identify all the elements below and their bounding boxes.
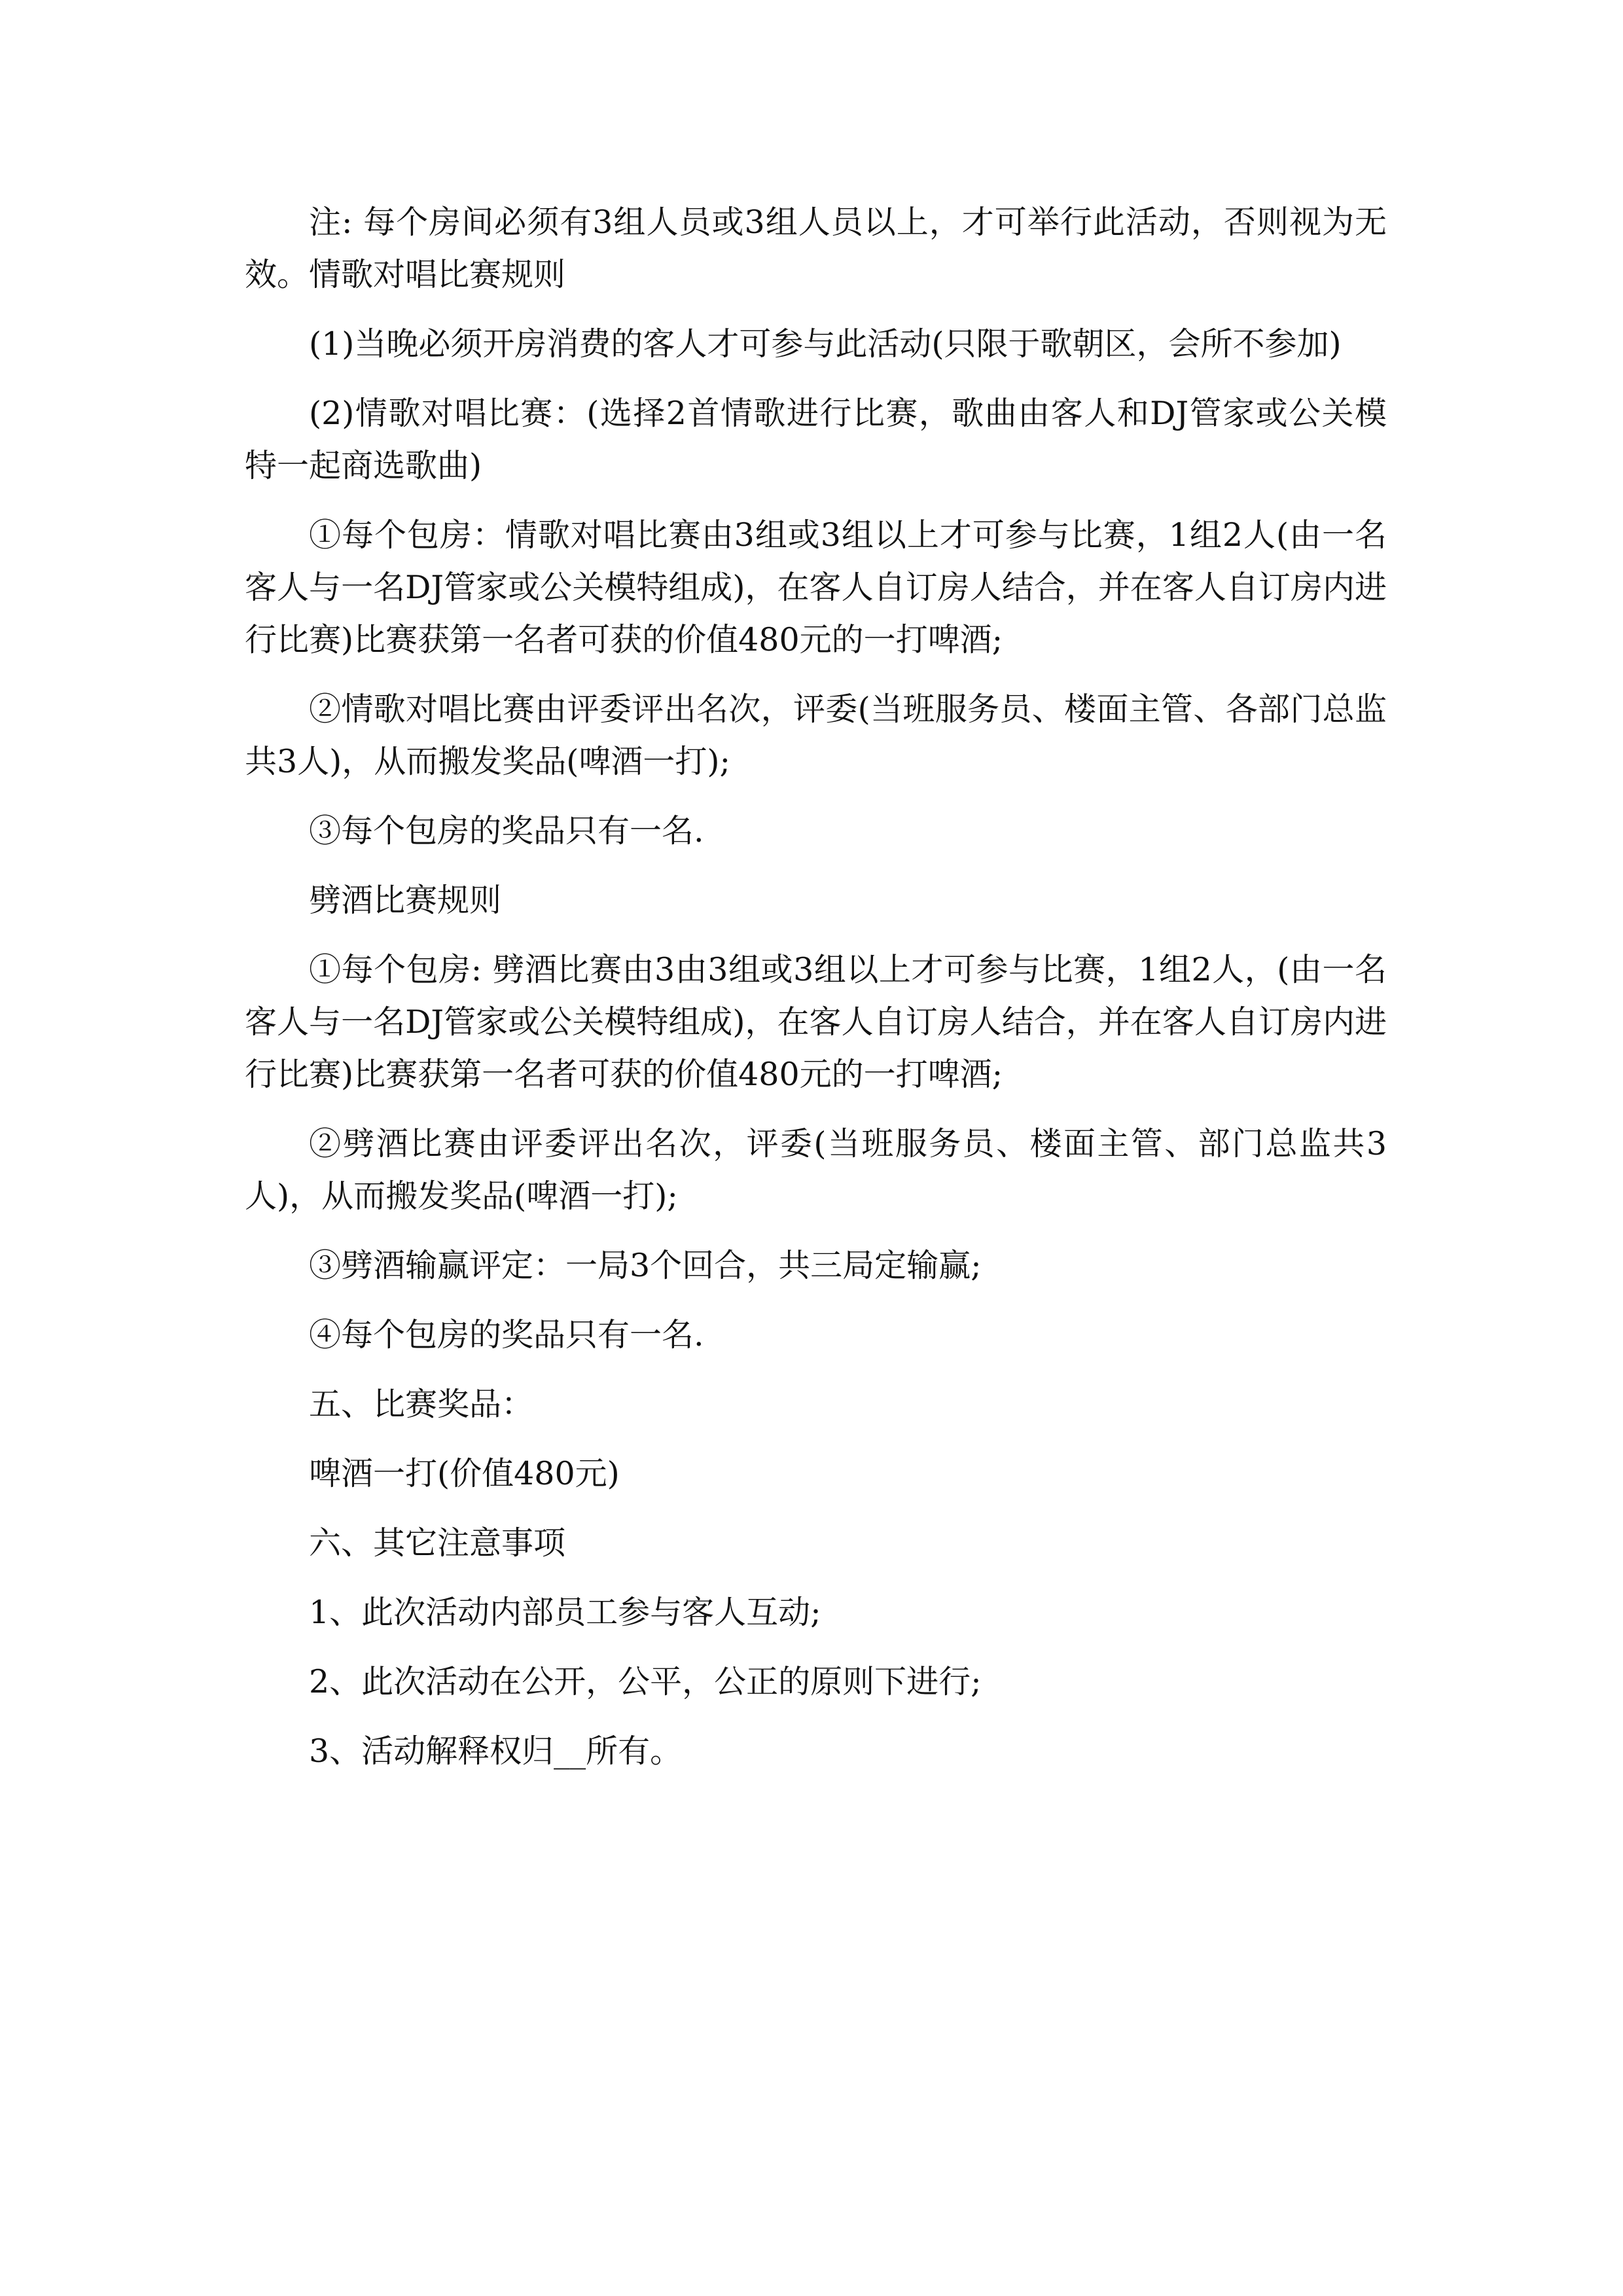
paragraph-love-song-2: ②情歌对唱比赛由评委评出名次，评委(当班服务员、楼面主管、各部门总监共3人)，从而搬发奖品(啤酒一打); bbox=[245, 691, 1387, 780]
paragraph-drinking-4: ④每个包房的奖品只有一名. bbox=[309, 1316, 704, 1354]
section-heading-drinking-rules: 劈酒比赛规则 bbox=[309, 882, 502, 919]
paragraph-love-song-1: ①每个包房：情歌对唱比赛由3组或3组以上才可参与比赛，1组2人(由一名客人与一名DJ管家或公关模特组成)，在客人自订房人结合，并在客人自订房内进行比赛)比赛获第一名者可获的价值480元的一打啤酒; bbox=[245, 516, 1387, 658]
paragraph-drinking-2: ②劈酒比赛由评委评出名次，评委(当班服务员、楼面主管、部门总监共3人)，从而搬发奖品(啤酒一打); bbox=[245, 1125, 1387, 1215]
paragraph-love-song-3: ③每个包房的奖品只有一名. bbox=[309, 812, 704, 850]
section-heading-notes: 六、其它注意事项 bbox=[309, 1524, 566, 1562]
paragraph-drinking-3: ③劈酒输赢评定：一局3个回合，共三局定输赢; bbox=[309, 1247, 982, 1284]
paragraph-prize: 啤酒一打(价值480元) bbox=[309, 1455, 620, 1492]
paragraph-note-3: 3、活动解释权归__所有。 bbox=[309, 1732, 683, 1770]
paragraph-note-2: 2、此次活动在公开，公平，公正的原则下进行; bbox=[309, 1663, 982, 1700]
paragraph-note: 注: 每个房间必须有3组人员或3组人员以上，才可举行此活动，否则视为无效。情歌对唱比赛规则 bbox=[245, 204, 1387, 293]
paragraph-rule-1: (1)当晚必须开房消费的客人才可参与此活动(只限于歌朝区，会所不参加) bbox=[309, 325, 1342, 363]
paragraph-rule-2: (2)情歌对唱比赛：(选择2首情歌进行比赛，歌曲由客人和DJ管家或公关模特一起商选歌曲) bbox=[245, 395, 1387, 484]
document-body bbox=[245, 196, 1387, 1795]
paragraph-note-1: 1、此次活动内部员工参与客人互动; bbox=[309, 1594, 821, 1631]
section-heading-prizes: 五、比赛奖品： bbox=[309, 1386, 534, 1423]
paragraph-drinking-1: ①每个包房: 劈酒比赛由3由3组或3组以上才可参与比赛，1组2人，(由一名客人与一名DJ管家或公关模特组成)，在客人自订房人结合，并在客人自订房内进行比赛)比赛获第一名者可获的价值480元的一打啤酒; bbox=[245, 951, 1387, 1093]
